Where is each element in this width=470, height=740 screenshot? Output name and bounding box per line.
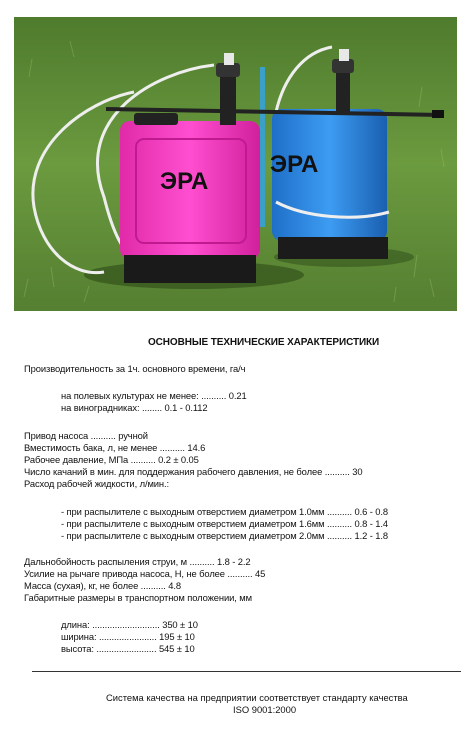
spec-force: Усилие на рычаге привода насоса, Н, не более .......... 45	[24, 568, 266, 579]
specs-title: ОСНОВНЫЕ ТЕХНИЧЕСКИЕ ХАРАКТЕРИСТИКИ	[148, 337, 380, 348]
spec-pressure: Рабочее давление, МПа .......... 0.2 ± 0.05	[24, 454, 199, 465]
spec-range: Дальнобойность распыления струи, м .......... 1.8 - 2.2	[24, 556, 251, 567]
flow-heading: Расход рабочей жидкости, л/мин.:	[24, 478, 170, 489]
dim-width: ширина: ....................... 195 ± 10	[61, 631, 195, 642]
productivity-heading: Производительность за 1ч. основного времени, га/ч	[24, 363, 246, 374]
flow-row-2: - при распылителе с выходным отверстием диаметром 1.6мм .......... 0.8 - 1.4	[61, 518, 389, 529]
divider	[32, 671, 461, 672]
blue-tank-label: ЭРА	[270, 151, 319, 178]
dim-length: длина: ........................... 350 ± 10	[61, 619, 198, 630]
footer-iso: ISO 9001:2000	[233, 704, 297, 715]
productivity-vineyard: на виноградниках: ........ 0.1 - 0.112	[61, 402, 208, 413]
pink-tank-label: ЭРА	[160, 168, 209, 195]
spec-capacity: Вместимость бака, л, не менее .......... 14.6	[24, 442, 206, 453]
dims-heading: Габаритные размеры в транспортном положении, мм	[24, 592, 252, 603]
productivity-field: на полевых культурах не менее: .......... 0.21	[61, 390, 247, 401]
flow-row-3: - при распылителе с выходным отверстием диаметром 2.0мм .......... 1.2 - 1.8	[61, 530, 389, 541]
spec-drive: Привод насоса .......... ручной	[24, 430, 148, 441]
flow-row-1: - при распылителе с выходным отверстием диаметром 1.0мм .......... 0.6 - 0.8	[61, 506, 389, 517]
footer-quality-line: Система качества на предприятии соответствует стандарту качества	[106, 692, 408, 703]
spec-pumps: Число качаний в мин. для поддержания рабочего давления, не более .......... 30	[24, 466, 363, 477]
dim-height: высота: ........................ 545 ± 10	[61, 643, 195, 654]
spec-mass: Масса (сухая), кг, не более .......... 4.8	[24, 580, 181, 591]
